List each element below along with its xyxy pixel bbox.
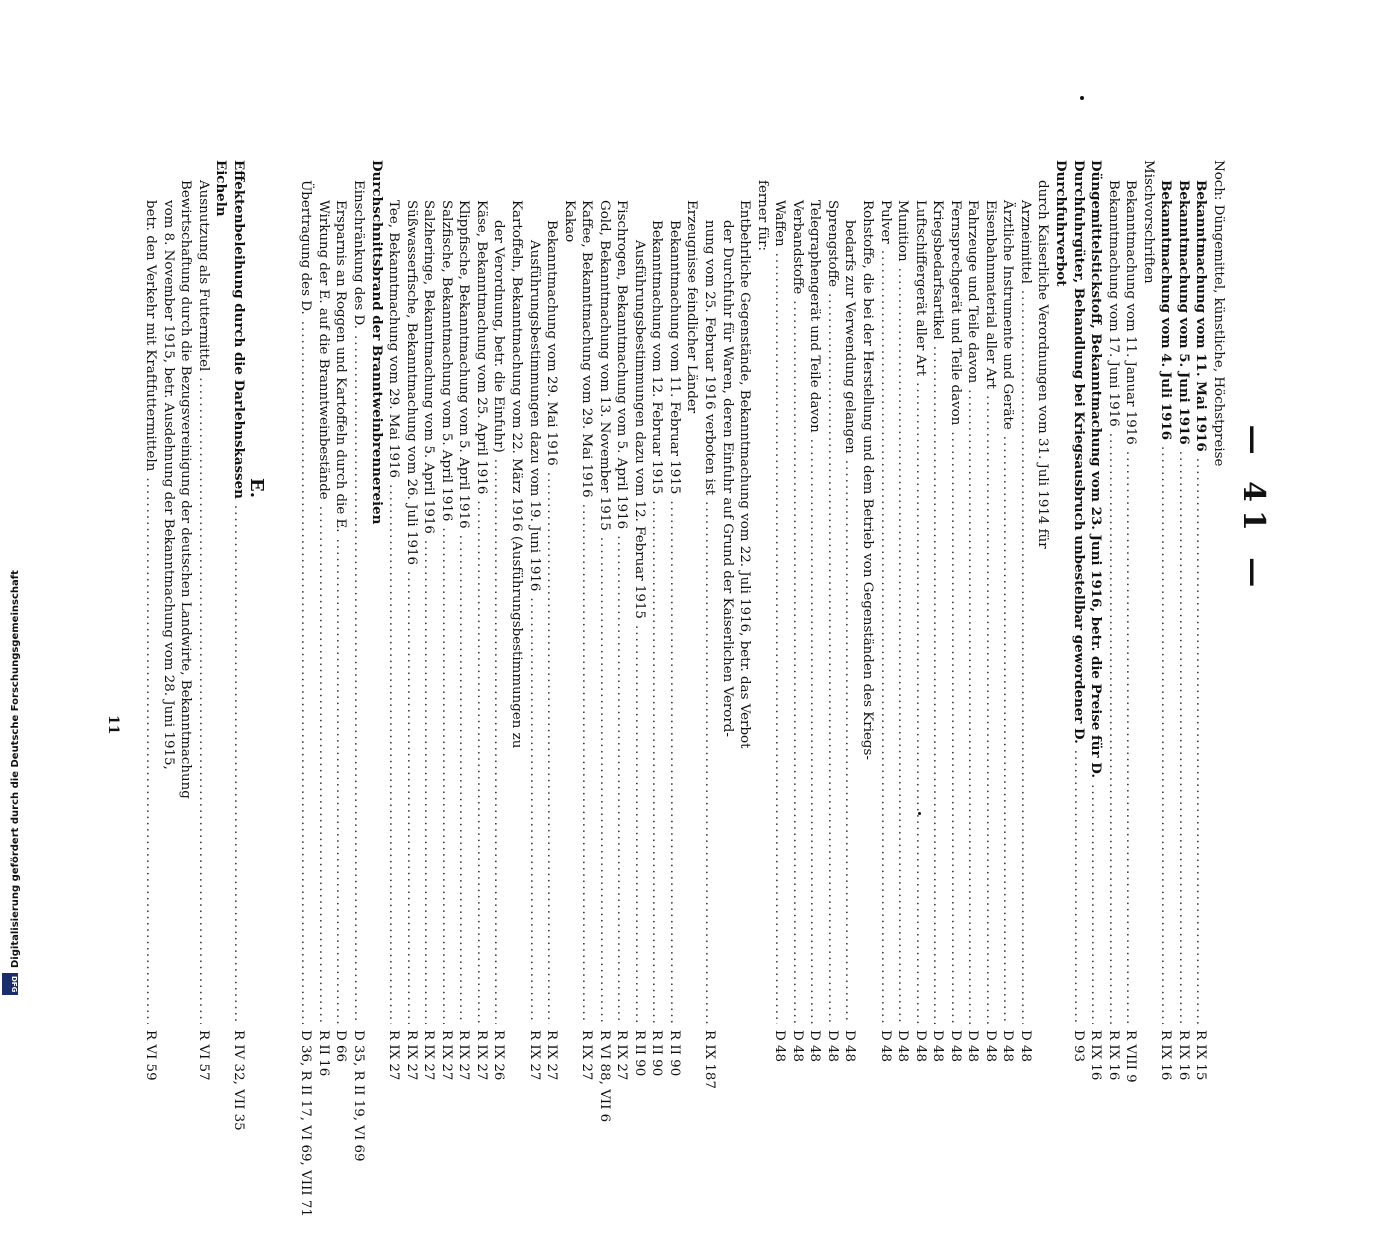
entry-reference: R VI 57: [195, 1030, 211, 1081]
entry-reference: D 36, R II 17, VI 69, VIII 71: [298, 1030, 314, 1217]
entry-text: Düngemittelstickstoff, Bekanntmachung vom 23. Juni 1916, betr. die Preise für D.: [1088, 160, 1105, 779]
entry-text: Noch: Düngemittel, künstliche, Höchstpreise: [1211, 160, 1226, 467]
entry-reference: R II 90: [666, 1030, 682, 1077]
entry-text: Ausführungsbestimmungen dazu vom 19. Juni 1916: [526, 240, 542, 592]
entry-text: Bekanntmachung vom 11. Februar 1915: [666, 220, 682, 495]
entry-text: Bekanntmachung vom 11. Januar 1916: [1123, 180, 1139, 445]
entry-text: Fernsprechgerät und Teile davon: [947, 200, 963, 426]
entry-text: Rohstoffe, die bei der Herstellung und dem Betrieb von Gegenständen des Kriegs-: [860, 200, 875, 760]
entry-reference: R IX 16: [1088, 1030, 1104, 1081]
entry-text: Übertragung des D.: [298, 180, 314, 315]
credit-text: Digitalisierung gefördert durch die Deutsche Forschungsgemeinschaft: [10, 570, 21, 968]
entry-text: Sprengstoffe: [824, 200, 840, 288]
entry-text: nung vom 25. Februar 1916 verboten ist: [702, 220, 718, 496]
entry-reference: D 35, R II 19, VI 69: [351, 1030, 367, 1162]
entry-text: Bekanntmachung vom 5. Juni 1916: [1175, 180, 1192, 445]
entry-text: Ausführungsbestimmungen dazu vom 12. Februar 1915: [631, 240, 647, 619]
entry-reference: R VI 59: [143, 1030, 159, 1081]
entry-reference: D 48: [1000, 1030, 1016, 1063]
entry-reference: D 48: [807, 1030, 823, 1063]
entry-text: Süßwasserfische, Bekanntmachung vom 26. Juli 1916: [403, 200, 419, 566]
entry-text: Bekanntmachung vom 12. Februar 1915: [649, 220, 665, 495]
entry-text: Mischvorschriften: [1140, 160, 1156, 284]
entry-text: Kriegsbedarfsartikel: [930, 200, 946, 340]
speck-mark: [918, 812, 921, 815]
entry-text: Tee, Bekanntmachung vom 29. Mai 1916: [386, 200, 402, 479]
entry-text: Bewirtschaftung durch die Bezugsvereinigung der deutschen Landwirte, Bekanntmachung: [178, 180, 194, 799]
entry-text: Effektenbeleihung durch die Darlehnskassen: [231, 160, 247, 499]
entry-text: Bekanntmachung vom 4. Juli 1916: [1158, 180, 1175, 441]
entry-text: Kakao: [561, 200, 577, 243]
entry-reference: R IV 32, VII 35: [231, 1030, 246, 1131]
entry-text: Salzfische, Bekanntmachung vom 5. April 1916: [438, 200, 454, 522]
entry-reference: D 48: [824, 1030, 840, 1063]
entry-reference: D 48: [965, 1030, 981, 1063]
entry-text: Erzeugnisse feindlicher Länder: [684, 200, 700, 414]
entry-text: durch Kaiserliche Verordnungen vom 31. Juli 1914 für: [1035, 180, 1051, 549]
entry-reference: R IX 15: [1193, 1030, 1209, 1081]
entry-reference: D 93: [1070, 1030, 1086, 1063]
entry-text: Wirkung der E. auf die Branntweinbestände: [315, 200, 331, 500]
entry-text: Ausnutzung als Futtermittel: [195, 180, 211, 372]
entry-text: betr. den Verkehr mit Kraftfuttermitteln: [143, 200, 159, 472]
entry-reference: R IX 27: [403, 1030, 419, 1081]
entry-text: Luftschiffergerät aller Art: [912, 200, 928, 377]
entry-reference: R IX 27: [579, 1030, 595, 1081]
entry-reference: R IX 16: [1158, 1030, 1174, 1081]
entry-text: bedarfs zur Verwendung gelangen: [842, 220, 858, 454]
entry-text: Salzheringe, Bekanntmachung vom 5. April 1916: [421, 200, 437, 534]
entry-text: Klippfische, Bekanntmachung vom 5. April 1916: [456, 200, 472, 529]
entry-text: Arzneimittel: [1017, 200, 1033, 284]
entry-text: Eisenbahnmaterial aller Art: [982, 200, 998, 390]
entry-reference: D 48: [895, 1030, 911, 1063]
entry-text: Telegraphengerät und Teile davon: [807, 200, 823, 433]
entry-text: Käse, Bekanntmachung vom 25. April 1916: [473, 200, 489, 495]
entry-text: Bekanntmachung vom 11. Mai 1916: [1193, 180, 1210, 452]
entry-reference: D 48: [982, 1030, 998, 1063]
entry-reference: R IX 27: [438, 1030, 454, 1081]
entry-text: Entbehrliche Gegenstände, Bekanntmachung vom 22. Juli 1916, betr. das Verbot: [737, 200, 753, 749]
entry-text: Kaffee, Bekanntmachung vom 29. Mai 1916: [579, 200, 595, 498]
section-letter-heading: E.: [246, 478, 267, 498]
entry-reference: D 48: [877, 1030, 893, 1063]
entry-reference: R IX 26: [491, 1030, 507, 1081]
signature-mark: 11: [105, 715, 121, 735]
entry-reference: D 48: [789, 1030, 805, 1063]
entry-reference: D 66: [333, 1030, 349, 1063]
page-number: — 41 —: [1236, 424, 1271, 596]
entry-text: Ersparnis an Roggen und Kartoffeln durch die E.: [333, 200, 349, 533]
entry-reference: R IX 27: [386, 1030, 402, 1081]
entry-text: Fischrogen, Bekanntmachung vom 5. April 1916: [614, 200, 630, 530]
entry-text: Munition: [895, 200, 911, 262]
entry-text: Bekanntmachung vom 29. Mai 1916: [544, 220, 560, 466]
speck-mark: [1080, 96, 1084, 100]
entry-text: Durchfuhrverbot: [1053, 160, 1070, 287]
entry-reference: R II 90: [631, 1030, 647, 1077]
entry-reference: R IX 27: [614, 1030, 630, 1081]
entry-text: Verbandstoffe: [789, 200, 805, 295]
entry-text: Eicheln: [213, 160, 230, 217]
entry-reference: R IX 16: [1105, 1030, 1121, 1081]
entry-reference: D 48: [1017, 1030, 1033, 1063]
entry-reference: R IX 27: [473, 1030, 489, 1081]
entry-reference: D 48: [947, 1030, 963, 1063]
entry-text: Gold, Bekanntmachung vom 13. November 1915: [596, 200, 612, 531]
entry-text: Fahrzeuge und Teile davon: [965, 200, 981, 384]
entry-reference: R II 16: [315, 1030, 331, 1077]
digitization-credit: [2, 570, 21, 995]
entry-reference: D 48: [912, 1030, 928, 1063]
entry-text: der Verordnung, betr. die Einfuhr): [491, 220, 507, 453]
entry-text: Pulver: [877, 200, 893, 244]
entry-reference: R IX 27: [456, 1030, 472, 1081]
entry-text: Ärztliche Instrumente und Geräte: [1000, 200, 1016, 430]
entry-reference: D 48: [772, 1030, 788, 1063]
entry-text: ferner für:: [754, 180, 770, 251]
entry-reference: R IX 27: [544, 1030, 560, 1081]
entry-reference: R IX 187: [702, 1030, 718, 1089]
entry-text: Durchfuhrgüter, Behandlung bei Kriegsausbruch unbestellbar gewordener D.: [1070, 160, 1087, 744]
entry-reference: R II 90: [649, 1030, 665, 1077]
entry-reference: R IX 16: [1175, 1030, 1191, 1081]
entry-text: vom 8. November 1915, betr. Ausdehnung der Bekanntmachung vom 28. Juni 1915,: [160, 200, 176, 770]
entry-text: Bekanntmachung vom 17. Juni 1916: [1105, 180, 1121, 427]
entry-text: der Durchfuhr für Waren, deren Einfuhr auf Grund der Kaiserlichen Verord-: [719, 220, 735, 737]
entry-text: Kartoffeln, Bekanntmachung vom 22. März 1916 (Ausführungsbestimmungen zu: [509, 200, 524, 749]
entry-reference: R IX 27: [526, 1030, 542, 1081]
entry-text: Einschränkung des D.: [351, 180, 367, 330]
entry-text: Durchschnittsbrand der Branntweinbrennereien: [368, 160, 385, 525]
entry-reference: R VI 88, VII 6: [596, 1030, 612, 1123]
entry-reference: D 48: [930, 1030, 946, 1063]
dfg-logo: DFG: [2, 973, 18, 995]
entry-reference: R VIII 9: [1123, 1030, 1139, 1083]
entry-text: Waffen: [772, 200, 788, 247]
entry-reference: D 48: [842, 1030, 858, 1063]
entry-reference: R IX 27: [421, 1030, 437, 1081]
